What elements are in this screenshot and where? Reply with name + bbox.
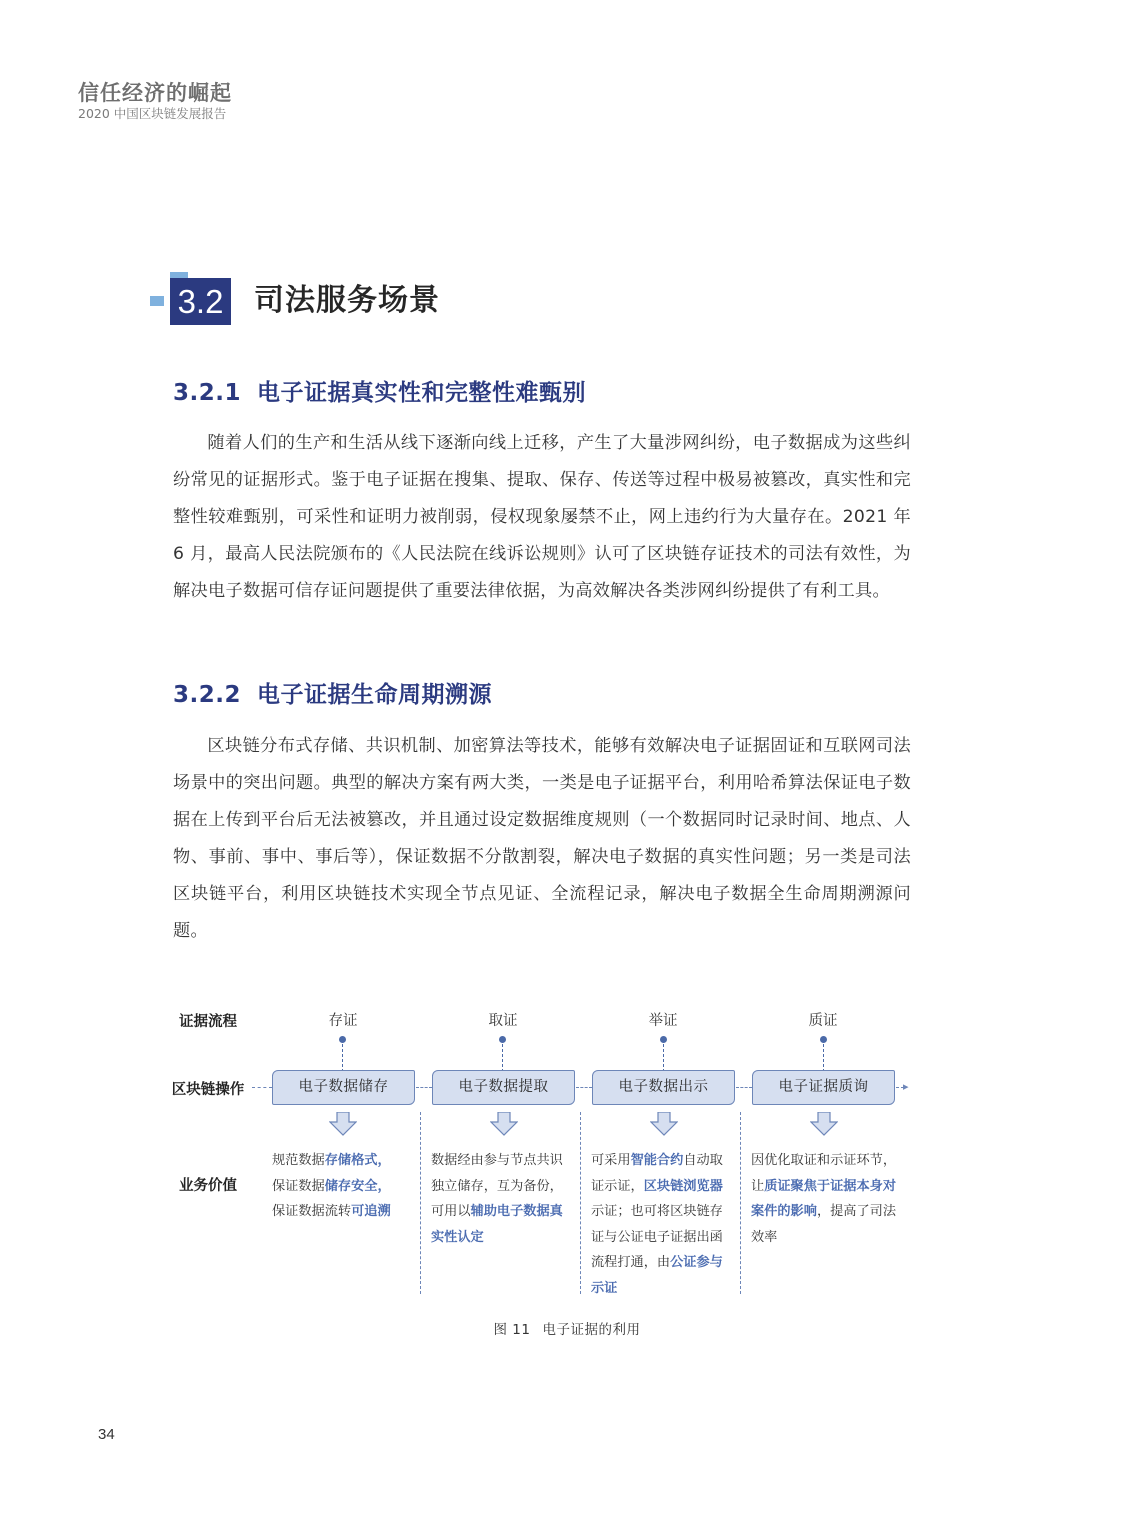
value-segment: 示证；也可将区块链存证与公证电子证据出函流程打通，由 — [591, 1204, 723, 1270]
value-highlight: 储存安全 — [324, 1178, 378, 1194]
dashed-connector — [576, 1087, 592, 1088]
value-highlight: 辅助电子数据真实性认定 — [431, 1204, 563, 1245]
dashed-connector — [736, 1087, 752, 1088]
value-highlight: 公证参与示证 — [591, 1255, 723, 1296]
stage-label: 存证 — [328, 1013, 358, 1029]
column-separator — [580, 1112, 581, 1294]
column-separator — [420, 1112, 421, 1294]
value-segment: 规范数据 — [272, 1153, 325, 1168]
right-arrow-icon: ▸ — [903, 1080, 909, 1093]
figure-title: 电子证据的利用 — [542, 1322, 641, 1338]
value-segment: 自动取证示证， — [591, 1153, 723, 1194]
business-value-text — [751, 1148, 903, 1250]
subsection-number: 3.2.2 — [173, 682, 241, 708]
dashed-connector — [502, 1044, 503, 1072]
timeline-dot-icon — [499, 1036, 506, 1043]
business-value-text — [272, 1148, 422, 1225]
subsection-number: 3.2.1 — [173, 380, 241, 406]
subsection-heading — [173, 676, 492, 709]
subsection-heading — [173, 374, 586, 407]
value-highlight: 存储格式 — [324, 1153, 378, 1168]
subsection-title: 电子证据生命周期溯源 — [257, 682, 492, 708]
value-highlight: 智能合约 — [630, 1153, 684, 1168]
operation-box: 电子数据提取 — [432, 1070, 575, 1105]
value-segment: 保证数据 — [272, 1178, 325, 1194]
value-segment: 数据经由参与节点共识独立储存，互为备份，可用以 — [431, 1153, 563, 1219]
subsection-title: 电子证据真实性和完整性难甄别 — [257, 380, 586, 406]
row-label-operation: 区块链操作 — [171, 1082, 245, 1098]
dashed-connector — [252, 1087, 272, 1088]
row-label-value: 业务价值 — [179, 1178, 237, 1194]
dashed-connector — [663, 1044, 664, 1072]
decorative-square-icon — [150, 296, 164, 306]
dashed-connector — [823, 1044, 824, 1072]
down-arrow-icon — [810, 1112, 838, 1136]
value-highlight: ， — [377, 1153, 391, 1168]
timeline-dot-icon — [339, 1036, 346, 1043]
body-paragraph: 区块链分布式存储、共识机制、加密算法等技术，能够有效解决电子证据固证和互联网司法场景中的突出问题。典型的解决方案有两大类，一类是电子证据平台，利用哈希算法保证电子数据在上传到平台后无法被篡改，并且通过设定数据维度规则（一个数据同时记录时间、地点、人物、事前、事中、事后等），保证数据不分散割裂，解决电子数据的真实性问题；另一类是司法区块链平台，利用区块链技术实现全节点见证、全流程记录，解决电子数据全生命周期溯源问题。 — [173, 736, 911, 941]
value-highlight: ， — [377, 1178, 391, 1194]
evidence-flow-diagram — [160, 1000, 920, 1300]
stage-label: 质证 — [808, 1013, 838, 1029]
value-highlight: 质证聚焦于证据本身对案件的影响 — [751, 1178, 897, 1219]
row-label-process: 证据流程 — [179, 1014, 237, 1030]
figure-number: 图 11 — [493, 1322, 531, 1338]
stage-label: 取证 — [488, 1013, 518, 1029]
column-separator — [740, 1112, 741, 1294]
down-arrow-icon — [650, 1112, 678, 1136]
section-title: 司法服务场景 — [254, 283, 440, 318]
business-value-text — [431, 1148, 573, 1250]
value-highlight: 可追溯 — [351, 1204, 391, 1219]
timeline-dot-icon — [820, 1036, 827, 1043]
book-title: 信任经济的崛起 — [78, 81, 232, 105]
value-highlight: 区块链浏览器 — [643, 1178, 723, 1194]
operation-box: 电子数据储存 — [272, 1070, 415, 1105]
value-segment: ，提高了司法效率 — [751, 1204, 897, 1245]
running-header — [78, 80, 232, 122]
value-segment: 可采用 — [591, 1153, 631, 1168]
value-segment: 因优化取证和示证环节，让 — [751, 1153, 897, 1194]
down-arrow-icon — [490, 1112, 518, 1136]
dashed-connector — [342, 1044, 343, 1072]
page-number: 34 — [98, 1426, 115, 1443]
timeline-dot-icon — [660, 1036, 667, 1043]
value-segment: 保证数据流转 — [272, 1204, 352, 1219]
stage-label: 举证 — [648, 1013, 678, 1029]
body-paragraph: 随着人们的生产和生活从线下逐渐向线上迁移，产生了大量涉网纠纷，电子数据成为这些纠纷常见的证据形式。鉴于电子证据在搜集、提取、保存、传送等过程中极易被篡改，真实性和完整性较难甄别，可采性和证明力被削弱，侵权现象屡禁不止，网上违约行为大量存在。2021 年 6 月，最高人民法院颁布的《人民法院在线诉讼规则》认可了区块链存证技术的司法有效性，为解决电子数据可信存证问题提供了重要法律依据，为高效解决各类涉网纠纷提供了有利工具。 — [173, 433, 911, 601]
down-arrow-icon — [329, 1112, 357, 1136]
section-number: 3.2 — [170, 278, 231, 325]
operation-box: 电子数据出示 — [592, 1070, 735, 1105]
business-value-text — [591, 1148, 733, 1301]
book-subtitle: 2020 中国区块链发展报告 — [78, 106, 227, 121]
dashed-connector — [416, 1087, 432, 1088]
figure-caption — [0, 1318, 1134, 1338]
operation-box: 电子证据质询 — [752, 1070, 895, 1105]
